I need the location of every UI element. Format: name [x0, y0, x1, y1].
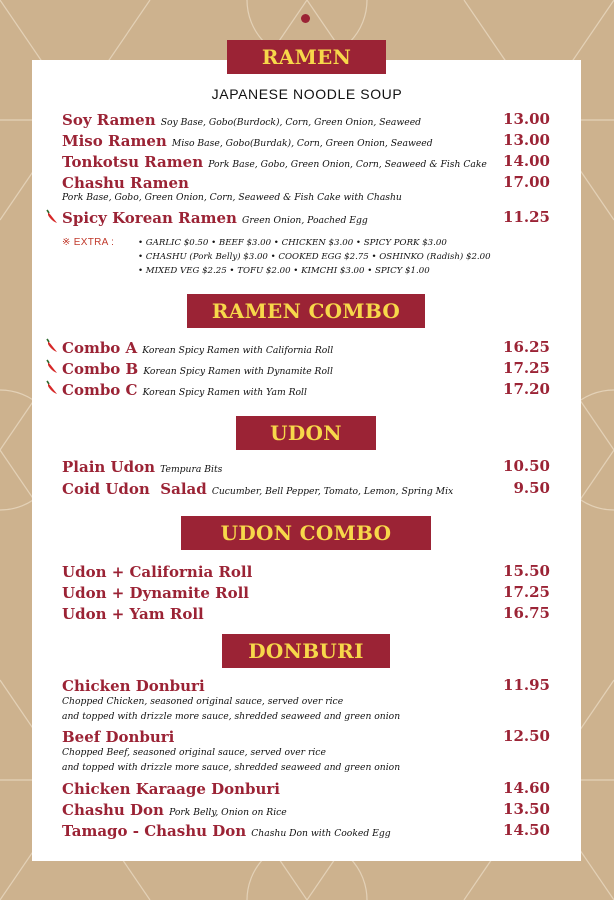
ramen-combo-banner — [187, 294, 425, 328]
donburi-banner — [222, 634, 390, 668]
item-desc: Tempura Bits — [160, 464, 223, 475]
item-name: Chicken Donburi — [62, 677, 205, 695]
extra-line: • GARLIC $0.50 • BEEF $3.00 • CHICKEN $3.00 • SPICY PORK $3.00 — [138, 238, 447, 248]
item-name: Chashu Ramen — [62, 174, 189, 192]
menu-item — [62, 152, 550, 172]
item-price: 13.00 — [503, 131, 550, 149]
ramen-title: RAMEN — [261, 45, 352, 69]
item-name: Miso Ramen — [62, 132, 167, 150]
decorative-dot — [301, 14, 310, 23]
item-name: Spicy Korean Ramen — [62, 209, 237, 227]
item-desc: Soy Base, Gobo(Burdock), Corn, Green Onion, Seaweed — [160, 117, 422, 128]
item-name: Plain Udon — [62, 458, 156, 476]
menu-item — [62, 457, 550, 477]
menu-item — [62, 359, 550, 379]
item-name: Chicken Karaage Donburi — [62, 780, 281, 798]
menu-item — [62, 479, 550, 499]
item-desc: and topped with drizzle more sauce, shredded seaweed and green onion — [62, 711, 401, 722]
item-price: 11.95 — [503, 676, 550, 694]
chili-pepper-icon — [45, 209, 59, 225]
item-name: Soy Ramen — [62, 111, 156, 129]
item-desc: Chopped Beef, seasoned original sauce, served over rice — [62, 747, 326, 758]
item-price: 17.25 — [503, 583, 550, 601]
extra-line: • CHASHU (Pork Belly) $3.00 • COOKED EGG $2.75 • OSHINKO (Radish) $2.00 — [138, 252, 491, 262]
udon-combo-title: UDON COMBO — [220, 521, 392, 545]
menu-item — [62, 583, 550, 603]
item-price: 14.50 — [503, 821, 550, 839]
item-price: 14.60 — [503, 779, 550, 797]
item-price: 15.50 — [503, 562, 550, 580]
item-price: 17.25 — [503, 359, 550, 377]
item-price: 16.75 — [503, 604, 550, 622]
ramen-combo-title: RAMEN COMBO — [211, 299, 401, 323]
chili-pepper-icon — [45, 380, 59, 396]
item-desc: Cucumber, Bell Pepper, Tomato, Lemon, Spring Mix — [211, 486, 454, 497]
item-name: Beef Donburi — [62, 728, 175, 746]
item-name: Tamago - Chashu Don — [62, 822, 247, 840]
item-desc: Chashu Don with Cooked Egg — [251, 828, 391, 839]
item-price: 9.50 — [513, 479, 550, 497]
item-price: 16.25 — [503, 338, 550, 356]
item-desc: Korean Spicy Ramen with Yam Roll — [142, 387, 307, 398]
chili-pepper-icon — [45, 338, 59, 354]
udon-banner — [236, 416, 376, 450]
item-name: Chashu Don — [62, 801, 164, 819]
item-name: Udon + California Roll — [62, 563, 253, 581]
menu-item — [62, 173, 550, 193]
item-name: Udon + Yam Roll — [62, 605, 204, 623]
item-price: 17.00 — [503, 173, 550, 191]
extra-line: • MIXED VEG $2.25 • TOFU $2.00 • KIMCHI $3.00 • SPICY $1.00 — [138, 266, 430, 276]
menu-item — [62, 110, 550, 130]
item-name: Combo C — [62, 381, 138, 399]
menu-item — [62, 562, 550, 582]
item-desc: Pork Base, Gobo, Green Onion, Corn, Seaweed & Fish Cake with Chashu — [62, 192, 402, 203]
udon-combo-banner — [181, 516, 431, 550]
item-price: 17.20 — [503, 380, 550, 398]
item-name: Coid Udon Salad — [62, 480, 207, 498]
item-desc: Chopped Chicken, seasoned original sauce, served over rice — [62, 696, 344, 707]
item-desc: Korean Spicy Ramen with Dynamite Roll — [143, 366, 333, 377]
menu-item — [62, 338, 550, 358]
item-price: 11.25 — [503, 208, 550, 226]
item-price: 13.00 — [503, 110, 550, 128]
menu-item — [62, 380, 550, 400]
item-price: 12.50 — [503, 727, 550, 745]
menu-item — [62, 727, 550, 747]
extra-label: ※ EXTRA : — [62, 237, 115, 248]
item-price: 14.00 — [503, 152, 550, 170]
item-desc: Green Onion, Poached Egg — [242, 215, 368, 226]
menu-item — [62, 821, 550, 841]
menu-item — [62, 779, 550, 799]
item-name: Tonkotsu Ramen — [62, 153, 204, 171]
item-name: Udon + Dynamite Roll — [62, 584, 249, 602]
menu-item — [62, 208, 550, 228]
item-desc: Korean Spicy Ramen with California Roll — [142, 345, 334, 356]
item-desc: Pork Belly, Onion on Rice — [169, 807, 287, 818]
menu-item — [62, 800, 550, 820]
donburi-title: DONBURI — [248, 639, 364, 663]
menu-item — [62, 131, 550, 151]
menu-item — [62, 676, 550, 696]
item-price: 13.50 — [503, 800, 550, 818]
item-desc: Miso Base, Gobo(Burdak), Corn, Green Onion, Seaweed — [171, 138, 433, 149]
item-name: Combo A — [62, 339, 138, 357]
item-price: 10.50 — [503, 457, 550, 475]
menu-item — [62, 604, 550, 624]
udon-title: UDON — [270, 421, 342, 445]
chili-pepper-icon — [45, 359, 59, 375]
item-desc: Pork Base, Gobo, Green Onion, Corn, Seaweed & Fish Cake — [208, 159, 487, 170]
ramen-banner — [227, 40, 386, 74]
item-desc: and topped with drizzle more sauce, shredded seaweed and green onion — [62, 762, 401, 773]
item-name: Combo B — [62, 360, 139, 378]
ramen-subtitle: JAPANESE NOODLE SOUP — [211, 86, 403, 102]
